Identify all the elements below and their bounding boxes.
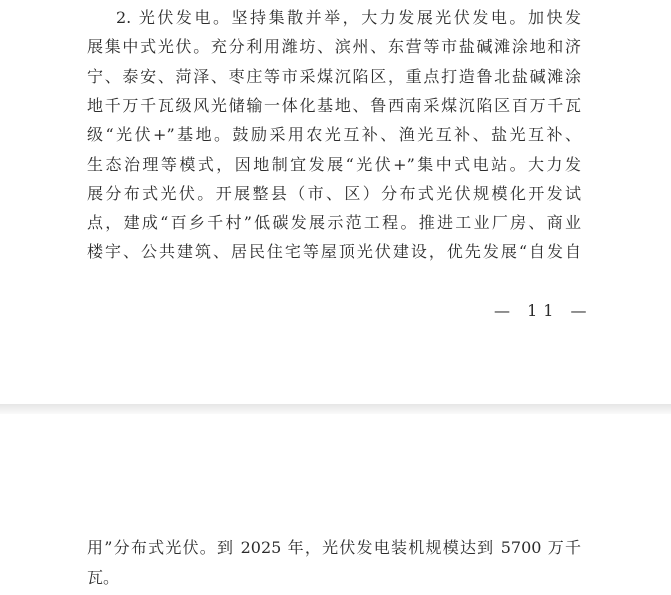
- paragraph-line: 地千万千瓦级风光储输一体化基地、鲁西南采煤沉陷区百万千瓦: [87, 96, 581, 115]
- paragraph-line: 瓦。: [87, 568, 120, 587]
- paragraph-line: 用”分布式光伏。到 2025 年，光伏发电装机规模达到 5700 万千: [87, 538, 581, 557]
- paragraph-line: 展集中式光伏。充分利用潍坊、滨州、东营等市盐碱滩涂地和济: [87, 37, 581, 56]
- paragraph-line: 生态治理等模式，因地制宜发展“光伏+”集中式电站。大力发: [87, 155, 581, 174]
- document-page-12: [0, 414, 671, 595]
- page-break-divider: [0, 404, 671, 414]
- paragraph-line: 宁、泰安、菏泽、枣庄等市采煤沉陷区，重点打造鲁北盐碱滩涂: [87, 67, 581, 86]
- paragraph-line: 级“光伏+”基地。鼓励采用农光互补、渔光互补、盐光互补、: [87, 125, 581, 144]
- paragraph-line: 楼宇、公共建筑、居民住宅等屋顶光伏建设，优先发展“自发自: [87, 242, 581, 261]
- paragraph-line: 展分布式光伏。开展整县（市、区）分布式光伏规模化开发试: [87, 184, 581, 203]
- paragraph-line: 2. 光伏发电。坚持集散并举，大力发展光伏发电。加快发: [116, 8, 581, 27]
- page-number: — 11 —: [494, 301, 593, 320]
- paragraph-line: 点，建成“百乡千村”低碳发展示范工程。推进工业厂房、商业: [87, 213, 581, 232]
